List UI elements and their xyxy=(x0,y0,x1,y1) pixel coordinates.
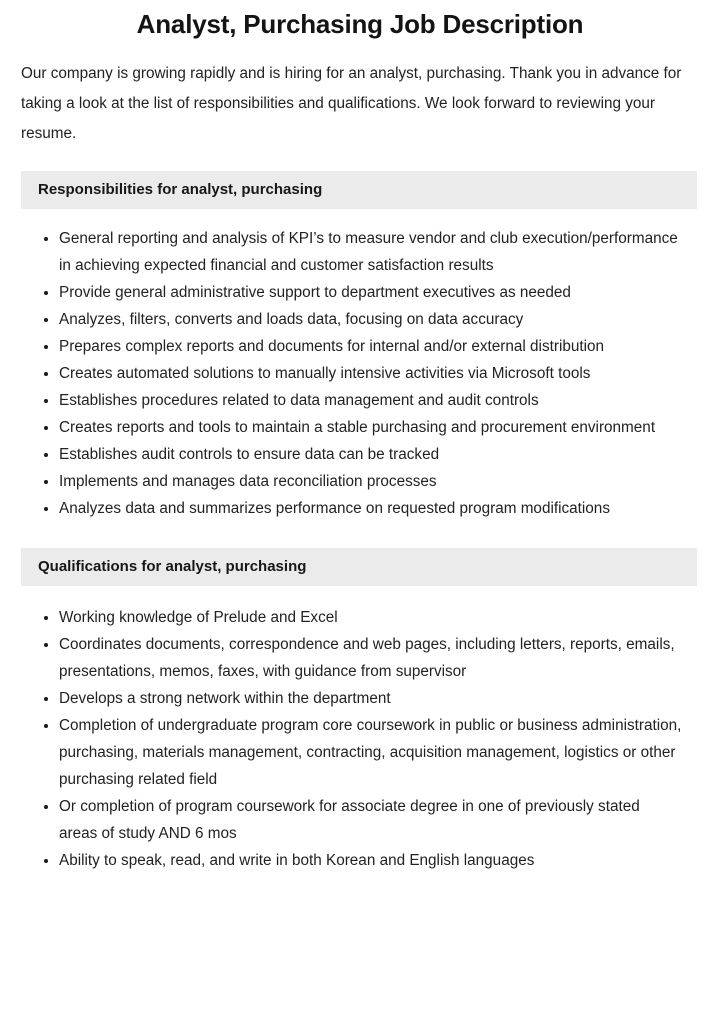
list-item: Analyzes data and summarizes performance on requested program modifications xyxy=(44,495,682,522)
responsibilities-section xyxy=(0,171,720,522)
list-item: General reporting and analysis of KPI’s to measure vendor and club execution/performance in achieving expected financial and customer satisfaction results xyxy=(44,225,682,279)
list-item: Implements and manages data reconciliation processes xyxy=(44,468,682,495)
list-item: Analyzes, filters, converts and loads data, focusing on data accuracy xyxy=(44,306,682,333)
list-item: Creates automated solutions to manually intensive activities via Microsoft tools xyxy=(44,360,682,387)
list-item: Prepares complex reports and documents for internal and/or external distribution xyxy=(44,333,682,360)
list-item: Ability to speak, read, and write in both Korean and English languages xyxy=(44,847,682,874)
responsibilities-list xyxy=(0,209,720,522)
list-item: Completion of undergraduate program core coursework in public or business administration, purchasing, materials management, contracting, acquisition management, logistics or other purchasing related field xyxy=(44,712,682,793)
intro-paragraph: Our company is growing rapidly and is hiring for an analyst, purchasing. Thank you in advance for taking a look at the list of responsibilities and qualifications. We look forward to reviewing your resume. xyxy=(21,64,682,142)
list-item: Develops a strong network within the department xyxy=(44,685,682,712)
list-item: Working knowledge of Prelude and Excel xyxy=(44,604,682,631)
list-item: Creates reports and tools to maintain a stable purchasing and procurement environment xyxy=(44,414,682,441)
page-title: Analyst, Purchasing Job Description xyxy=(136,9,584,39)
qualifications-section xyxy=(0,548,720,874)
list-item: Establishes audit controls to ensure data can be tracked xyxy=(44,441,682,468)
qualifications-list xyxy=(0,586,720,874)
list-item: Establishes procedures related to data management and audit controls xyxy=(44,387,682,414)
list-item: Coordinates documents, correspondence and web pages, including letters, reports, emails, presentations, memos, faxes, with guidance from supervisor xyxy=(44,631,682,685)
list-item: Or completion of program coursework for associate degree in one of previously stated areas of study AND 6 mos xyxy=(44,793,682,847)
responsibilities-heading: Responsibilities for analyst, purchasing xyxy=(21,171,697,209)
list-item: Provide general administrative support to department executives as needed xyxy=(44,279,682,306)
qualifications-heading: Qualifications for analyst, purchasing xyxy=(21,548,697,586)
